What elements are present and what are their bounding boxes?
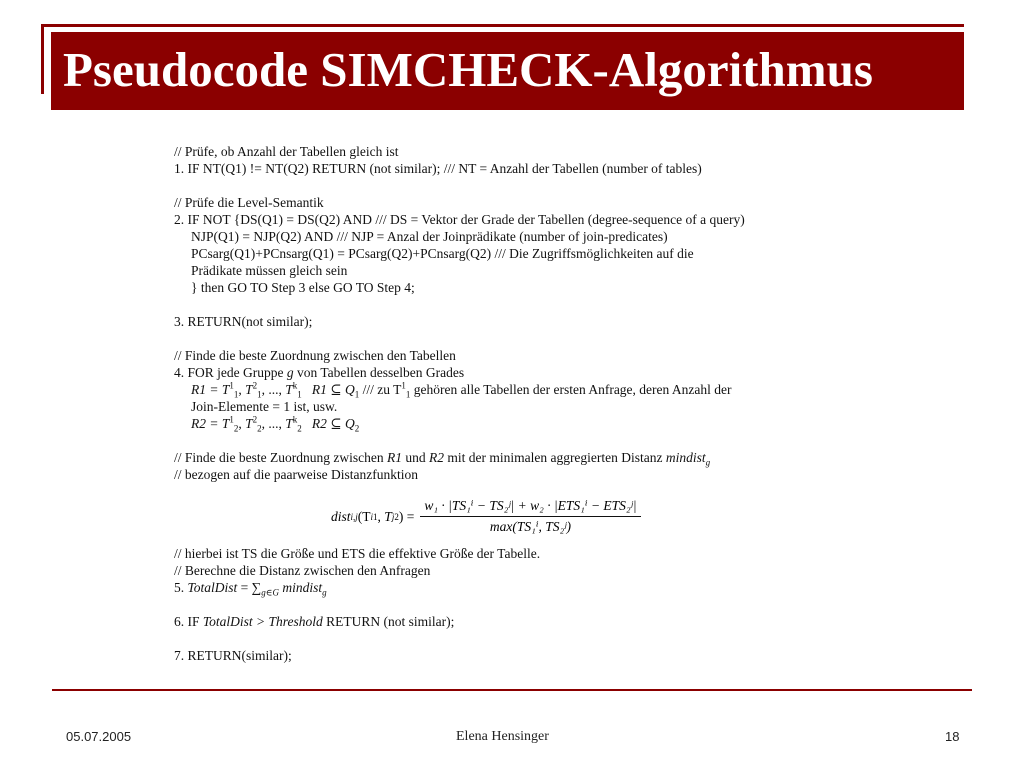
footer-divider (52, 689, 972, 691)
title-frame-left-line (41, 24, 44, 94)
code-line: 7. RETURN(similar); (174, 648, 292, 663)
code-line: } then GO TO Step 3 else GO TO Step 4; (191, 280, 415, 295)
slide-title: Pseudocode SIMCHECK-Algorithmus (63, 42, 873, 97)
code-line: 4. FOR jede Gruppe g von Tabellen desselben Grades (174, 365, 465, 380)
code-line: // Berechne die Distanz zwischen den Anfragen (174, 563, 431, 578)
code-line: Prädikate müssen gleich sein (191, 263, 348, 278)
title-frame-top-line (41, 24, 964, 27)
formula-denominator: max(TS₁ⁱ, TS₂ʲ) (489, 519, 571, 534)
code-line: $R1 = T^1_1$, $T^2_1$, ..., $T^k_1$ R1 ⊆ $Q_1$ /// zu $T^1_1$ gehören alle Tabellen der ersten Anfrage, deren Anzahl der (191, 380, 732, 400)
pseudocode-block (174, 143, 854, 664)
code-line: Join-Elemente = 1 ist, usw. (191, 399, 338, 414)
code-line: NJP(Q1) = NJP(Q2) AND /// NJP = Anzal der Joinprädikate (number of join-predicates) (191, 229, 668, 244)
code-line: // Finde die beste Zuordnung zwischen R1 und R2 mit der minimalen aggregierten Distanz mindist$_g$ (174, 450, 711, 468)
code-line: 1. IF NT(Q1) != NT(Q2) RETURN (not similar); /// NT = Anzahl der Tabellen (number of tables) (174, 161, 702, 176)
code-line: // Finde die beste Zuordnung zwischen den Tabellen (174, 348, 456, 363)
distance-formula: dist i,j (T i 1 , T j 2 ) = $\frac{\text{w₁ · |TS₁ⁱ − TS₂ʲ| + w₂ · |ETS₁ⁱ − ETS₂ʲ|}}{\text{max(TS₁ⁱ, TS₂ʲ)}}$ (331, 498, 641, 535)
formula-fraction (420, 498, 640, 535)
code-line: // hierbei ist TS die Größe und ETS die effektive Größe der Tabelle. (174, 546, 541, 561)
code-line: 2. IF NOT {DS(Q1) = DS(Q2) AND /// DS = Vektor der Grade der Tabellen (degree-sequence of a query) (174, 212, 745, 227)
footer-date: 05.07.2005 (66, 729, 132, 744)
code-line: 3. RETURN(not similar); (174, 314, 313, 329)
code-line: PCsarg(Q1)+PCnsarg(Q1) = PCsarg(Q2)+PCnsarg(Q2) /// Die Zugriffsmöglichkeiten auf die (191, 246, 694, 261)
code-line: 5. TotalDist = $\sum_{g\in G}$ mindist$_g$ (174, 580, 327, 598)
code-line: 6. IF TotalDist > Threshold RETURN (not similar); (174, 614, 455, 629)
footer-author: Elena Hensinger (456, 729, 549, 744)
footer-page-number: 18 (945, 729, 960, 744)
code-line: $R2 = T^1_2$, $T^2_2$, ..., $T^k_2$ R2 ⊆ $Q_2$ (191, 414, 360, 434)
code-line: // Prüfe, ob Anzahl der Tabellen gleich ist (174, 144, 399, 159)
formula-numerator: w₁ · |TS₁ⁱ − TS₂ʲ| + w₂ · |ETS₁ⁱ − ETS₂ʲ| (420, 498, 640, 517)
code-line: // Prüfe die Level-Semantik (174, 195, 324, 210)
code-line: // bezogen auf die paarweise Distanzfunktion (174, 467, 419, 482)
